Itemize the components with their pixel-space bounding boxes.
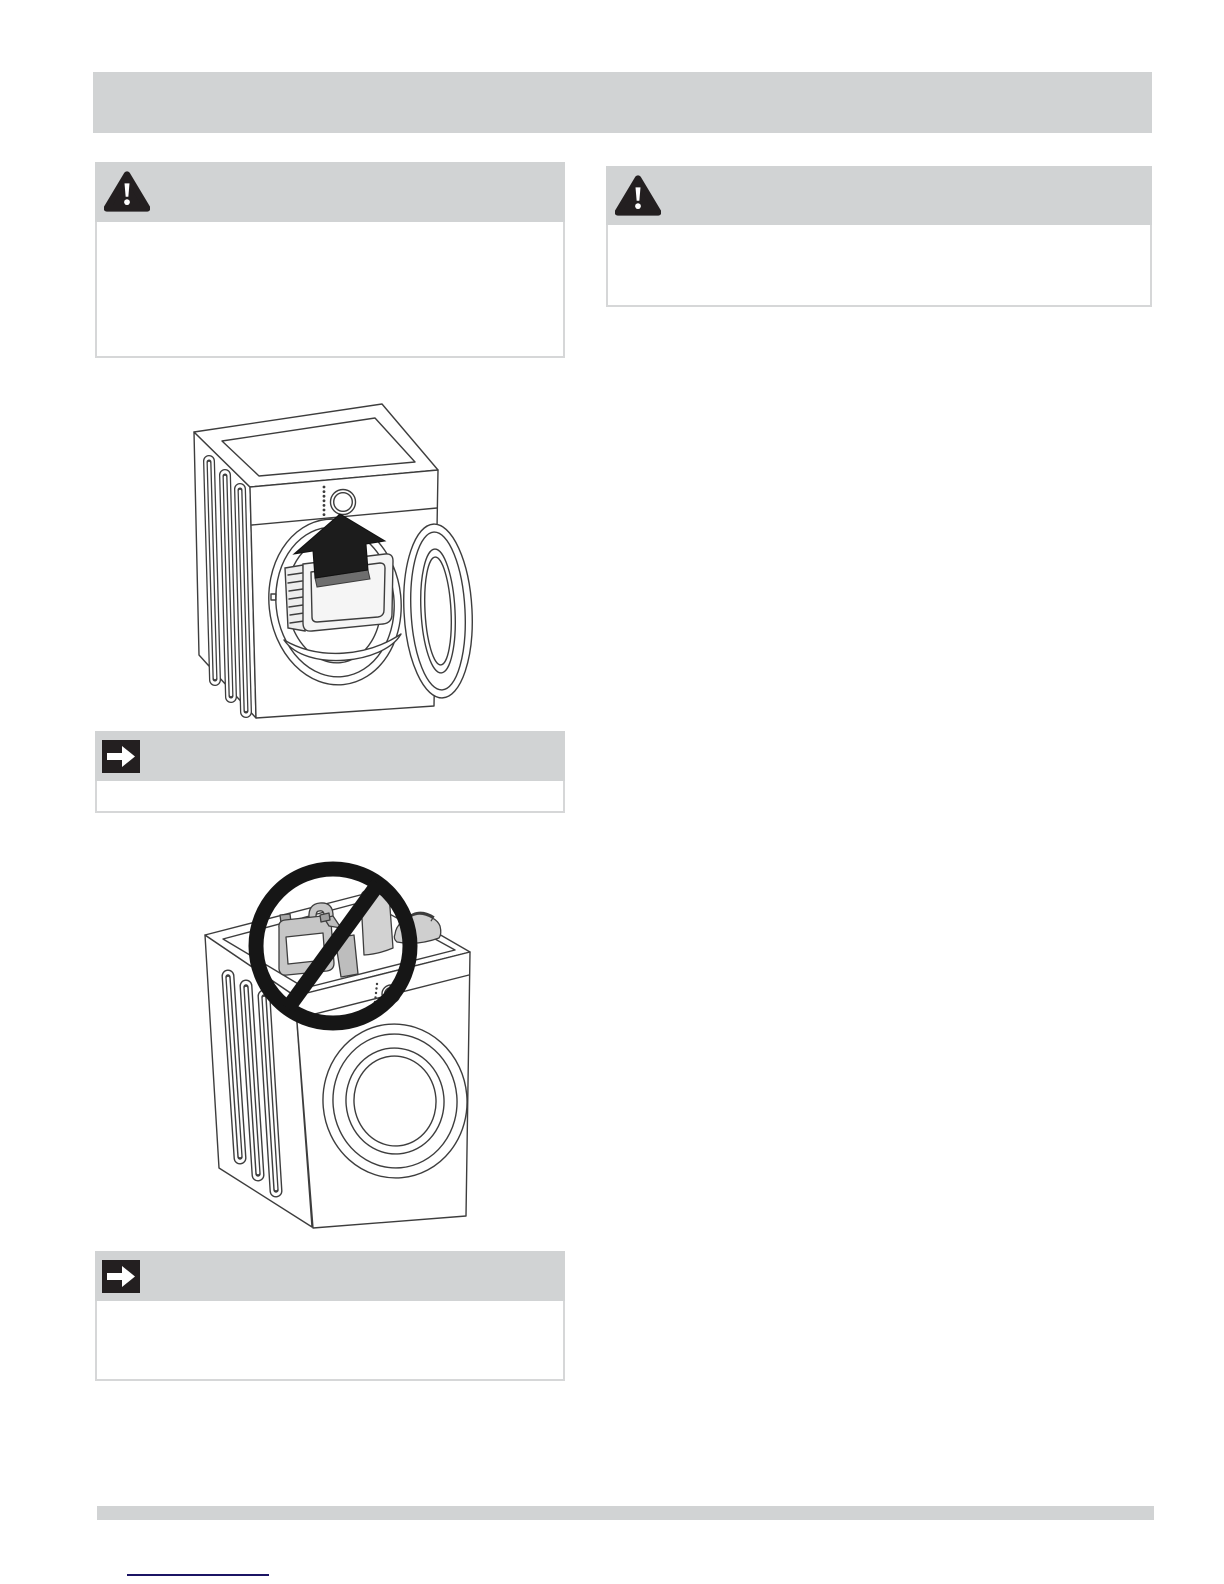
note-box-1-body bbox=[95, 781, 565, 813]
warning-triangle-icon bbox=[615, 173, 661, 219]
no-chemicals-on-dryer-illustration bbox=[183, 838, 513, 1230]
warning-box-left-header bbox=[95, 162, 565, 222]
warning-box-left bbox=[95, 162, 565, 358]
arrow-right-icon bbox=[102, 1260, 140, 1293]
note-box-2 bbox=[95, 1251, 565, 1381]
footer-link[interactable] bbox=[127, 1560, 269, 1576]
warning-box-right-header bbox=[606, 166, 1152, 225]
note-box-1 bbox=[95, 731, 565, 813]
control-knob bbox=[331, 490, 356, 515]
page-footer-bar bbox=[97, 1506, 1154, 1520]
dryer-open-door-lint-filter-illustration bbox=[172, 398, 490, 730]
warning-triangle-icon bbox=[104, 169, 150, 215]
note-box-2-body bbox=[95, 1301, 565, 1381]
side-panel-grooves bbox=[209, 461, 246, 712]
arrow-right-icon bbox=[102, 740, 140, 773]
note-box-2-header bbox=[95, 1251, 565, 1301]
footer-link-underline bbox=[127, 1574, 269, 1576]
warning-box-left-body bbox=[95, 222, 565, 358]
note-box-1-header bbox=[95, 731, 565, 781]
warning-box-right-body bbox=[606, 225, 1152, 307]
warning-box-right bbox=[606, 166, 1152, 307]
page-header-bar bbox=[93, 72, 1152, 133]
side-panel-grooves bbox=[228, 976, 276, 1191]
